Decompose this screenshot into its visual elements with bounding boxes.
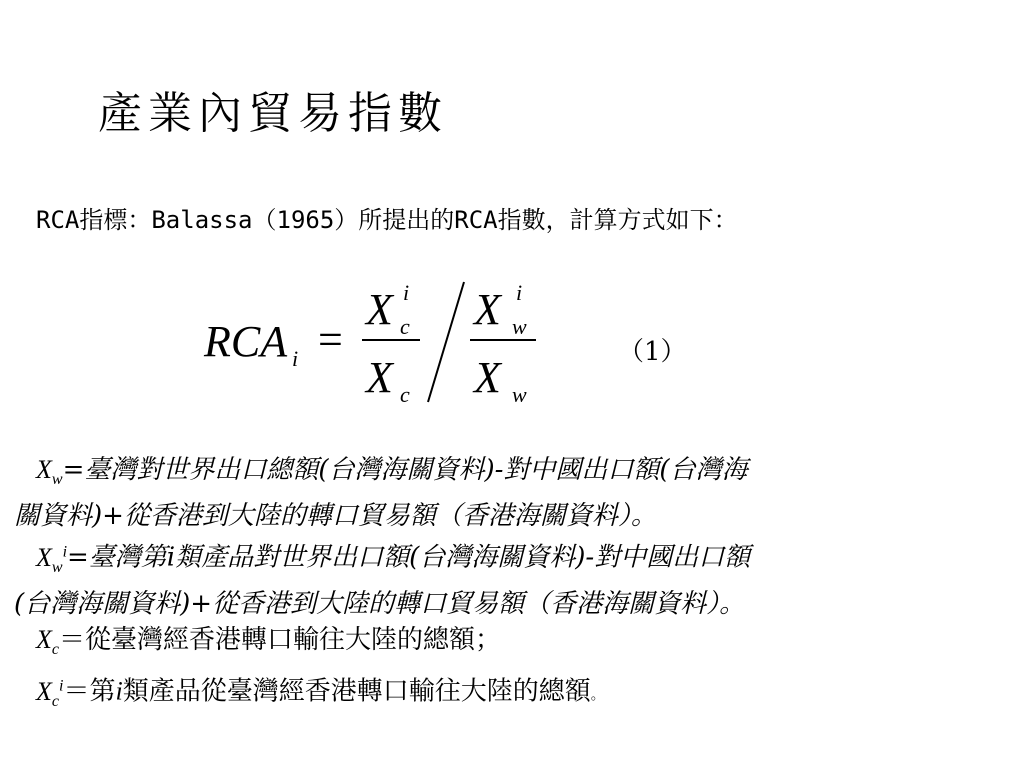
definition-xc — [14, 622, 1014, 668]
definition-xw-line1: =臺灣對世界出口總額(台灣海關資料)-對中國出口額(台灣海 — [62, 455, 748, 485]
formula-denominator-var: X — [366, 353, 393, 402]
definition-xci-text-b: 類產品從臺灣經香港轉口輸往大陸的總額 — [122, 676, 591, 707]
formula-equals: = — [318, 315, 343, 364]
definition-xwi-line1: =臺灣第i類產品對世界出口額(台灣海關資料)-對中國出口額 — [67, 542, 751, 573]
definition-xwi-cont: (台灣海關資料)+從香港到大陸的轉口貿易額（香港海關資料）。 — [14, 589, 746, 620]
symbol-xw: $X_w$ — [36, 455, 63, 489]
symbol-xci: $X_c^i$ — [36, 676, 64, 711]
formula-numerator2-sub: w — [512, 314, 527, 339]
formula-numerator2-var: X — [474, 285, 501, 334]
definition-xc-text: ＝從臺灣經香港轉口輸往大陸的總額； — [59, 625, 502, 656]
definition-xwi — [14, 534, 1014, 586]
formula-numerator2-sup: i — [516, 280, 523, 305]
definition-xci — [14, 668, 1014, 720]
definition-xw — [14, 452, 1014, 498]
formula-numerator-sub: c — [400, 314, 410, 339]
formula-numerator-var: X — [366, 285, 393, 334]
formula-numerator-sup: i — [403, 280, 410, 305]
definition-xci-index: i — [115, 676, 123, 706]
intro-text: RCA指標：Balassa（1965）所提出的RCA指數，計算方式如下： — [36, 206, 738, 234]
slide-title: 產業內貿易指數 — [98, 88, 448, 139]
formula-lhs: RCA — [204, 317, 288, 366]
formula-lhs-subscript: i — [292, 346, 299, 371]
fraction-bar-right — [470, 339, 536, 341]
equation-number: （1） — [618, 337, 687, 367]
definitions — [14, 452, 1014, 720]
formula-denominator-sub: c — [400, 382, 410, 407]
definition-xci-period: 。 — [590, 687, 605, 704]
definition-xw-cont: 關資料)+從香港到大陸的轉口貿易額（香港海關資料）。 — [14, 501, 657, 532]
symbol-xc: $X_c$ — [36, 625, 59, 659]
symbol-xwi: $X_w^i$ — [36, 542, 68, 577]
definition-xci-text-a: ＝第 — [63, 676, 116, 707]
formula-denominator2-sub: w — [512, 382, 527, 407]
formula-denominator2-var: X — [474, 353, 501, 402]
